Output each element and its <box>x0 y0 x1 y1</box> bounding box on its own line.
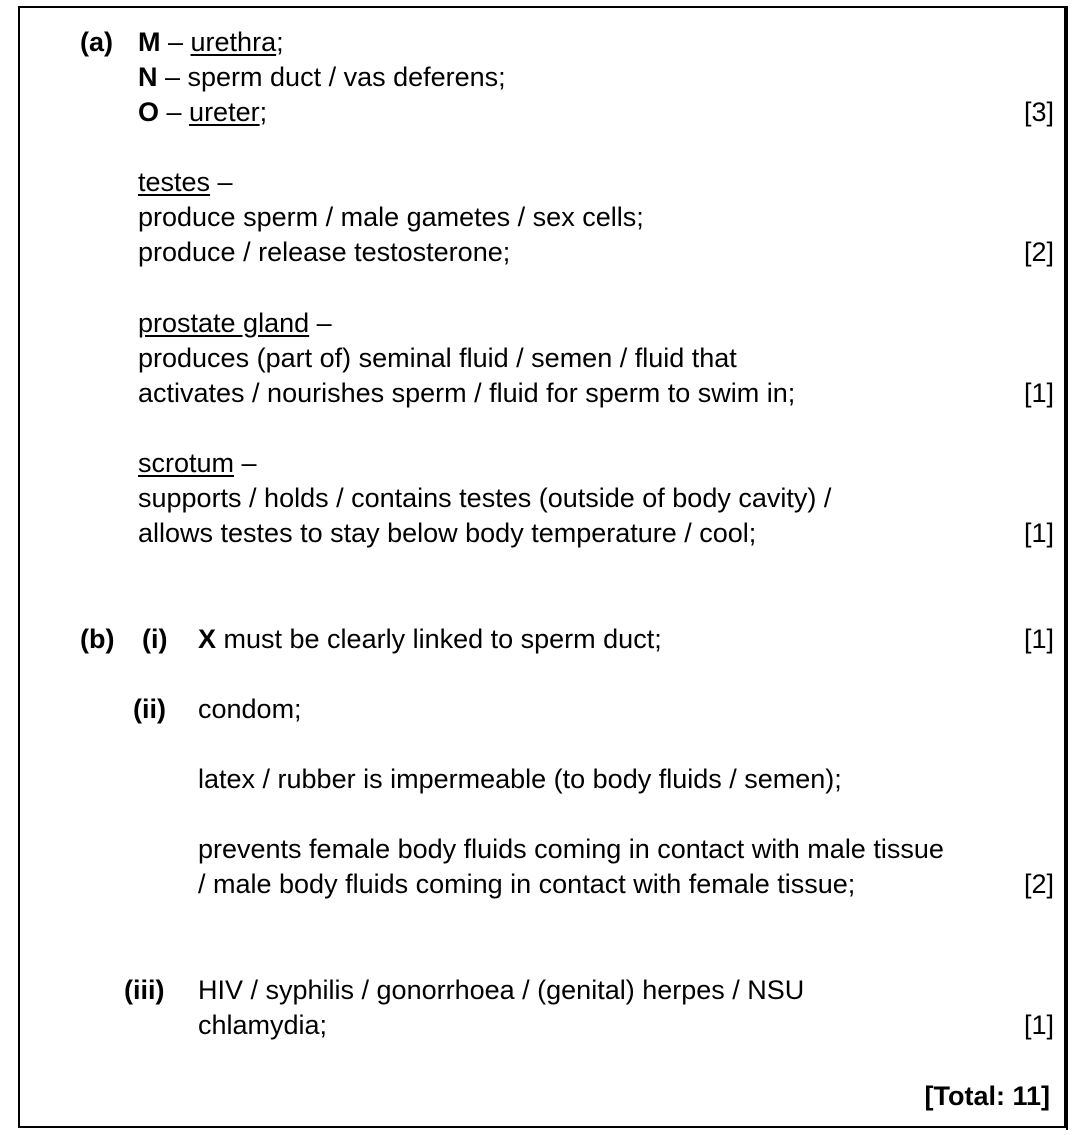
prostate-heading <box>138 307 332 339</box>
sep-m: – <box>160 27 191 57</box>
testes-line-1: produce sperm / male gametes / sex cells; <box>138 202 644 232</box>
mark-b-iii: [1] <box>1023 1010 1054 1040</box>
testes-heading <box>138 166 233 198</box>
box-right-rule <box>1066 6 1068 1130</box>
mark-b-i: [1] <box>1023 624 1054 654</box>
scrotum-line-2: allows testes to stay below body temperature / cool; <box>138 518 757 548</box>
mark-testes: [2] <box>1023 237 1054 267</box>
term-prostate-gland: prostate gland <box>138 308 310 338</box>
letter-o: O <box>138 97 160 127</box>
mark-b-ii: [2] <box>1023 869 1054 899</box>
label-o-line <box>138 96 267 128</box>
letter-m: M <box>138 27 161 57</box>
part-b-label: (b) <box>80 624 115 654</box>
text-n: – sperm duct / vas deferens; <box>157 62 506 92</box>
term-urethra: urethra <box>190 27 277 57</box>
term-scrotum: scrotum <box>138 448 235 478</box>
mark-labels: [3] <box>1023 97 1054 127</box>
sep-o: – <box>159 97 190 127</box>
end-m: ; <box>276 27 284 57</box>
testes-line-2: produce / release testosterone; <box>138 237 511 267</box>
testes-dash: – <box>210 167 233 197</box>
part-b-ii-label: (ii) <box>133 694 166 724</box>
letter-n: N <box>138 62 158 92</box>
label-m-line <box>138 26 284 58</box>
prostate-line-1: produces (part of) seminal fluid / semen / fluid that <box>138 343 737 373</box>
mark-prostate: [1] <box>1023 378 1054 408</box>
scrotum-heading <box>138 447 257 479</box>
term-testes: testes <box>138 167 211 197</box>
scrotum-line-1: supports / holds / contains testes (outside of body cavity) / <box>138 483 832 513</box>
part-b-i-answer: must be clearly linked to sperm duct; <box>216 624 662 654</box>
part-b-ii-line-4: / male body fluids coming in contact with female tissue; <box>198 869 856 899</box>
prostate-dash: – <box>309 308 332 338</box>
letter-x: X <box>198 624 217 654</box>
part-b-ii-line-1: condom; <box>198 694 302 724</box>
scrotum-dash: – <box>234 448 257 478</box>
mark-scrotum: [1] <box>1023 518 1054 548</box>
prostate-line-2: activates / nourishes sperm / fluid for sperm to swim in; <box>138 378 796 408</box>
part-b-ii-line-3: prevents female body fluids coming in contact with male tissue <box>198 834 944 864</box>
label-n-line <box>138 61 506 93</box>
part-b-iii-line-2: chlamydia; <box>198 1010 328 1040</box>
part-b-ii-line-2: latex / rubber is impermeable (to body fluids / semen); <box>198 764 842 794</box>
term-ureter: ureter <box>189 97 260 127</box>
total-marks: [Total: 11] <box>924 1081 1050 1111</box>
end-o: ; <box>259 97 268 127</box>
part-b-i-label: (i) <box>142 624 168 654</box>
part-b-i-text <box>198 623 662 655</box>
part-b-iii-line-1: HIV / syphilis / gonorrhoea / (genital) herpes / NSU <box>198 975 805 1005</box>
part-b-iii-label: (iii) <box>124 975 165 1005</box>
part-a-label: (a) <box>80 27 113 57</box>
